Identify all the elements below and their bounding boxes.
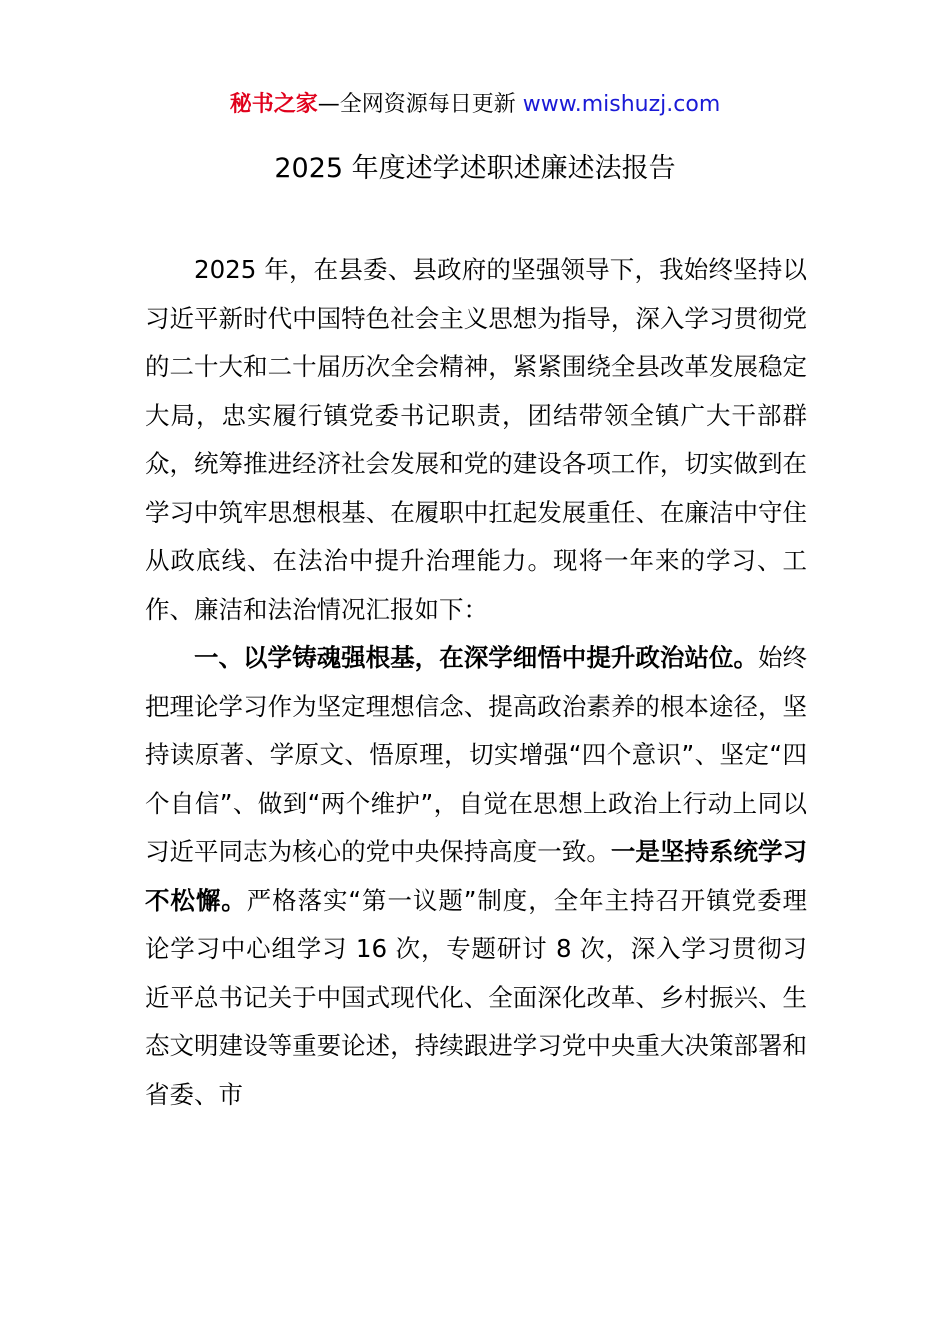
section-1-heading: 一、以学铸魂强根基，在深学细悟中提升政治站位。 bbox=[194, 643, 758, 672]
section-1-text: 始终把理论学习作为坚定理想信念、提高政治素养的根本途径，坚持读原著、学原文、悟原理，切实增强“四个意识”、坚定“四个自信”、做到“两个维护”，自觉在思想上政治上行动上同以习近平同志为核心的党中央保持高度一致。 bbox=[145, 643, 808, 866]
document-title: 2025 年度述学述职述廉述法报告 bbox=[274, 153, 676, 184]
site-header bbox=[0, 88, 950, 122]
document-body bbox=[145, 246, 807, 1119]
header-slogan: —全网资源每日更新 bbox=[317, 92, 523, 117]
intro-paragraph: 2025 年，在县委、县政府的坚强领导下，我始终坚持以习近平新时代中国特色社会主义思想为指导，深入学习贯彻党的二十大和二十届历次全会精神，紧紧围绕全县改革发展稳定大局，忠实履行镇党委书记职责，团结带领全镇广大干部群众，统筹推进经济社会发展和党的建设各项工作，切实做到在学习中筑牢思想根基、在履职中扛起发展重任、在廉洁中守住从政底线、在法治中提升治理能力。现将一年来的学习、工作、廉洁和法治情况汇报如下： bbox=[145, 255, 807, 624]
section-1-heading-paragraph bbox=[145, 634, 807, 1119]
brand-name: 秘书之家 bbox=[229, 92, 318, 117]
point-1-title: 一是坚持系统学习不松懈。 bbox=[145, 837, 808, 915]
point-1-text: 严格落实“第一议题”制度，全年主持召开镇党委理论学习中心组学习 16 次，专题研讨 8 次，深入学习贯彻习近平总书记关于中国式现代化、全面深化改革、乡村振兴、生态文明建设等重要论述，持续跟进学习党中央重大决策部署和省委、市 bbox=[145, 885, 808, 1109]
site-url-link[interactable]: www.mishuzj.com bbox=[522, 92, 721, 117]
